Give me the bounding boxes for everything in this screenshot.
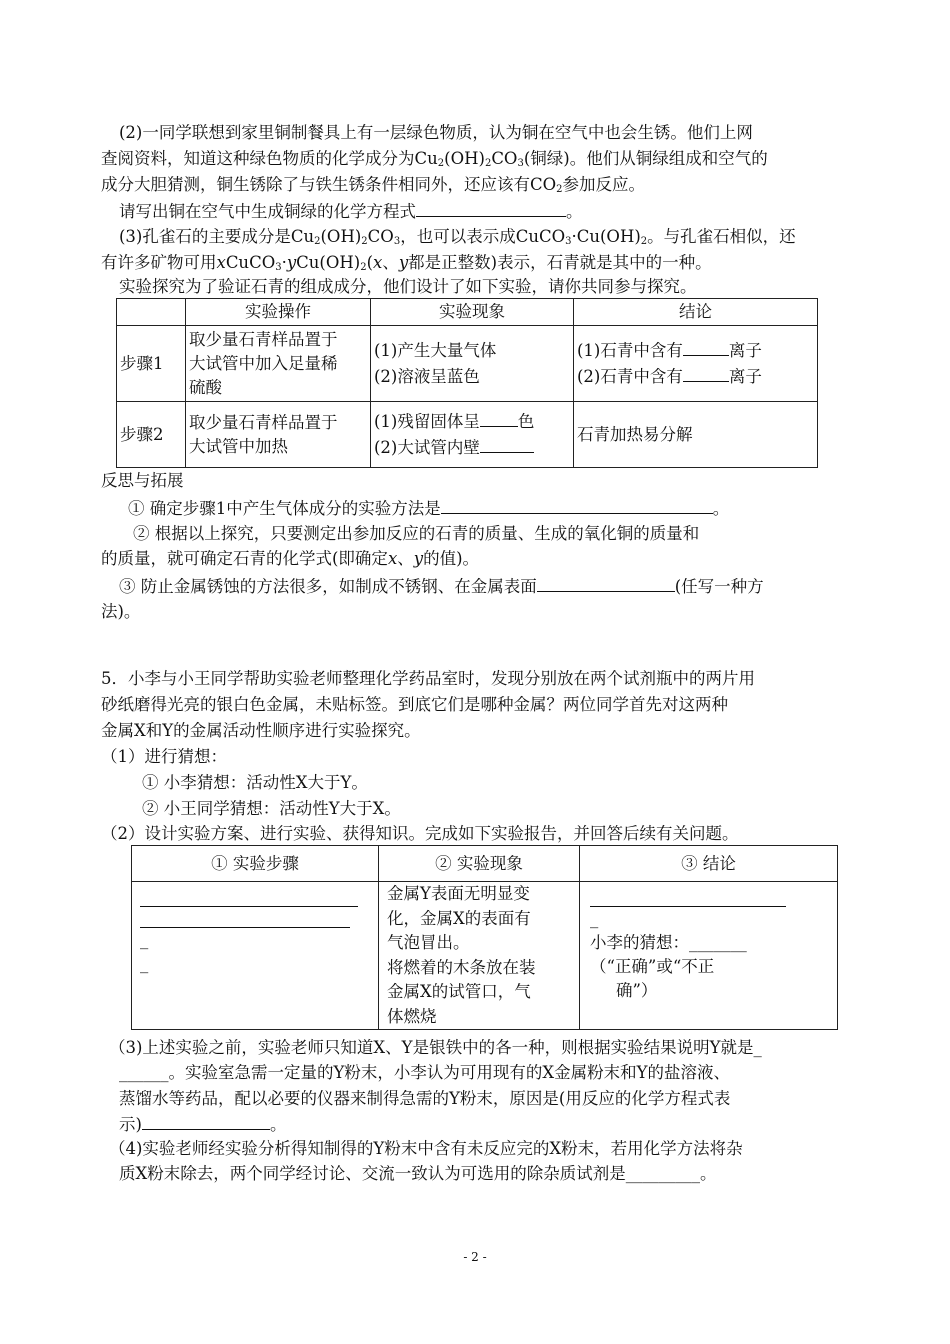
guess-blank[interactable]: _______ [689,933,747,952]
q5-sub-4-line-1: （4)实验老师经实验分析得知制得的Y粉末中含有未反应完的X粉末，若用化学方法将杂 [109,1139,743,1158]
q5-line-1: 5．小李与小王同学帮助实验老师整理化学药品室时，发现分别放在两个试剂瓶中的两片用 [101,669,755,688]
step1-operation: 取少量石青样品置于 大试管中加入足量稀 硫酸 [186,326,371,402]
table1-header-phenomenon: 实验现象 [371,299,574,326]
steps-cell: _ _ [132,882,379,1030]
q5-sub-1: （1）进行猜想： [101,747,227,766]
tube-wall-blank[interactable] [480,436,534,453]
step1-conclusion: (1)石青中含有 离子 (2)石青中含有 离子 [574,326,818,402]
conclusion-blank[interactable] [590,886,786,907]
table1-header-conclusion: 结论 [574,299,818,326]
q5-sub-3-line-2: ______。实验室急需一定量的Y粉末，小李认为可用现有的X金属粉末和Y的盐溶液、 [119,1063,731,1082]
step1-label: 步骤1 [117,326,186,402]
table1-row-step1 [117,326,818,402]
color-blank[interactable] [480,410,518,427]
q3-line-3: 实验探究为了验证石青的组成成分，他们设计了如下实验，请你共同参与探究。 [119,277,697,296]
experiment-table-2 [131,845,838,1030]
q5-guess-1: ① 小李猜想：活动性X大于Y。 [142,773,368,792]
q5-line-2: 砂纸磨得光亮的银白色金属，未贴标签。到底它们是哪种金属？两位同学首先对这两种 [101,695,728,714]
reflect-item-1: ① 确定步骤1中产生气体成分的实验方法是 。 [128,499,730,518]
q5-line-3: 金属X和Y的金属活动性顺序进行实验探究。 [101,721,421,740]
step2-phenomenon: (1)残留固体呈 色 (2)大试管内壁 [371,402,574,468]
ion-blank-1[interactable] [683,339,729,356]
reflect-item-2: ② 根据以上探究，只要测定出参加反应的石青的质量、生成的氧化铜的质量和 [133,524,700,543]
table1-header-op: 实验操作 [186,299,371,326]
table2-header-phenomenon: ② 实验现象 [379,846,580,882]
table2-body-row [132,882,838,1030]
q5-sub-2: （2）设计实验方案、进行实验、获得知识。完成如下实验报告，并回答后续有关问题。 [101,824,739,843]
equation-blank-2[interactable] [142,1113,270,1130]
reagent-blank[interactable]: _________ [625,1164,700,1183]
q5-sub-3-line-3: 蒸馏水等药品，配以必要的仪器来制得急需的Y粉末，原因是(用反应的化学方程式表 [119,1089,731,1108]
q5-guess-2: ② 小王同学猜想：活动性Y大于X。 [142,799,401,818]
rust-method-blank[interactable] [537,575,675,592]
step2-label: 步骤2 [117,402,186,468]
q5-sub-3-line-4: 示) 。 [119,1115,287,1134]
step2-operation: 取少量石青样品置于 大试管中加热 [186,402,371,468]
step1-phenomenon: (1)产生大量气体 (2)溶液呈蓝色 [371,326,574,402]
table2-header-row [132,846,838,882]
table2-header-steps: ① 实验步骤 [132,846,379,882]
table1-header-row [117,299,818,326]
step2-conclusion: 石青加热易分解 [574,402,818,468]
equation-blank[interactable] [416,200,566,217]
ion-blank-2[interactable] [683,365,729,382]
q2-line-4: 请写出铜在空气中生成铜绿的化学方程式 。 [119,202,583,221]
q2-line-1: (2)一同学联想到家里铜制餐具上有一层绿色物质，认为铜在空气中也会生锈。他们上网 [119,123,753,142]
table1-row-step2 [117,402,818,468]
steps-blank-2[interactable] [140,907,350,928]
q2-line-2: 查阅资料，知道这种绿色物质的化学成分为$Cu_2(OH)_2CO_3$(铜绿)。他们从铜绿组成和空气的 [101,149,768,169]
reflect-item-3: ③ 防止金属锈蚀的方法很多，如制成不锈钢、在金属表面 (任写一种方 [119,577,764,596]
reflect-item-2-cont: 的质量，就可确定石青的化学式(即确定x、y的值)。 [101,549,480,568]
conclusion-cell: _ 小李的猜想：_______ （“正确”或“不正 确”） [580,882,838,1030]
q3-line-2: 有许多矿物可用$xCuCO_3\cdot yCu(OH)_2(x$、y都是正整数)表示，石青就是其中的一种。 [101,253,712,273]
experiment-table-1 [116,298,818,468]
q5-sub-3-line-1: （3)上述实验之前，实验老师只知道X、Y是银铁中的各一种，则根据实验结果说明Y就是_ [109,1038,762,1057]
steps-blank-1[interactable] [140,886,358,907]
reflect-title: 反思与拓展 [101,471,184,490]
q5-sub-4-line-2: 质X粉末除去，两个同学经讨论、交流一致认为可选用的除杂质试剂是_________。 [119,1164,717,1183]
gas-method-blank[interactable] [441,497,713,514]
reflect-item-3-cont: 法)。 [101,602,141,621]
q3-line-1: (3)孔雀石的主要成分是$Cu_2(OH)_2CO_3$，也可以表示成$CuCO_3\cdot Cu(OH)_2$。与孔雀石相似，还 [119,227,796,247]
phenomenon-cell: 金属Y表面无明显变 化，金属X的表面有 气泡冒出。 将燃着的木条放在装 金属X的试管口，气 体燃烧 [379,882,580,1030]
table2-header-conclusion: ③ 结论 [580,846,838,882]
page-number: - 2 - [463,1250,487,1264]
q2-line-3: 成分大胆猜测，铜生锈除了与铁生锈条件相同外，还应该有$CO_2$参加反应。 [101,175,646,195]
